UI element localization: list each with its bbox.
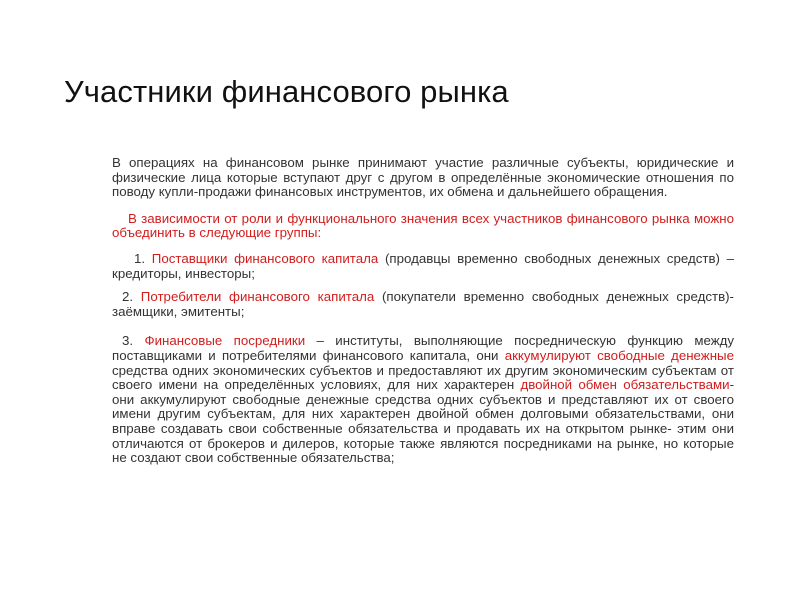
slide-title: Участники финансового рынка	[64, 74, 509, 109]
list-item-text: средства одних экономических субъектов и предоставляют их другим экономическим субъектам от своего имени на определённых условиях, для них характерен	[112, 362, 734, 393]
list-item-term: Потребители финансового капитала	[140, 289, 375, 305]
list-item-number: 1.	[134, 250, 146, 266]
slide-body	[112, 156, 734, 466]
list-item-text: - они аккумулируют свободные денежные средства одних субъектов и представляют их от своего имени другим субъектам, для них характерен двойной обмен долговыми обязательствами, они вправе создавать свои собственные обязательства и продавать их на открытом рынке- этим они отличаются от брокеров и дилеров, которые также являются посредниками на рынке, но которые не создают свои собственные обязательства;	[112, 377, 734, 466]
highlight-accumulate: аккумулируют свободные денежные	[504, 347, 734, 363]
list-item-number: 2.	[122, 289, 134, 305]
highlight-double-exchange: двойной обмен обязательствами	[520, 377, 730, 393]
list-item-text: (продавцы временно свободных денежных средств) – кредиторы, инвесторы;	[112, 250, 735, 281]
list-item-term: Финансовые посредники	[144, 333, 306, 349]
list-item-term: Поставщики финансового капитала	[151, 250, 379, 266]
intro-paragraph: В операциях на финансовом рынке принимают участие различные субъекты, юридические и физические лица которые вступают друг с другом в определённые экономические отношения по поводу купли-продажи финансовых инструментов, их обмена и дальнейшего обращения.	[112, 155, 734, 200]
list-item-consumers	[112, 290, 734, 319]
list-item-intermediaries	[112, 334, 734, 465]
list-item-text: (покупатели временно свободных денежных средств)- заёмщики, эмитенты;	[112, 289, 734, 319]
list-item-number: 3.	[122, 333, 134, 349]
list-item-text: – институты, выполняющие посредническую функцию между поставщиками и потребителями финансового капитала, они	[112, 333, 735, 363]
list-item-suppliers	[112, 252, 734, 281]
groups-intro-paragraph: В зависимости от роли и функционального значения всех участников финансового рынка можно объединить в следующие группы:	[112, 210, 734, 241]
